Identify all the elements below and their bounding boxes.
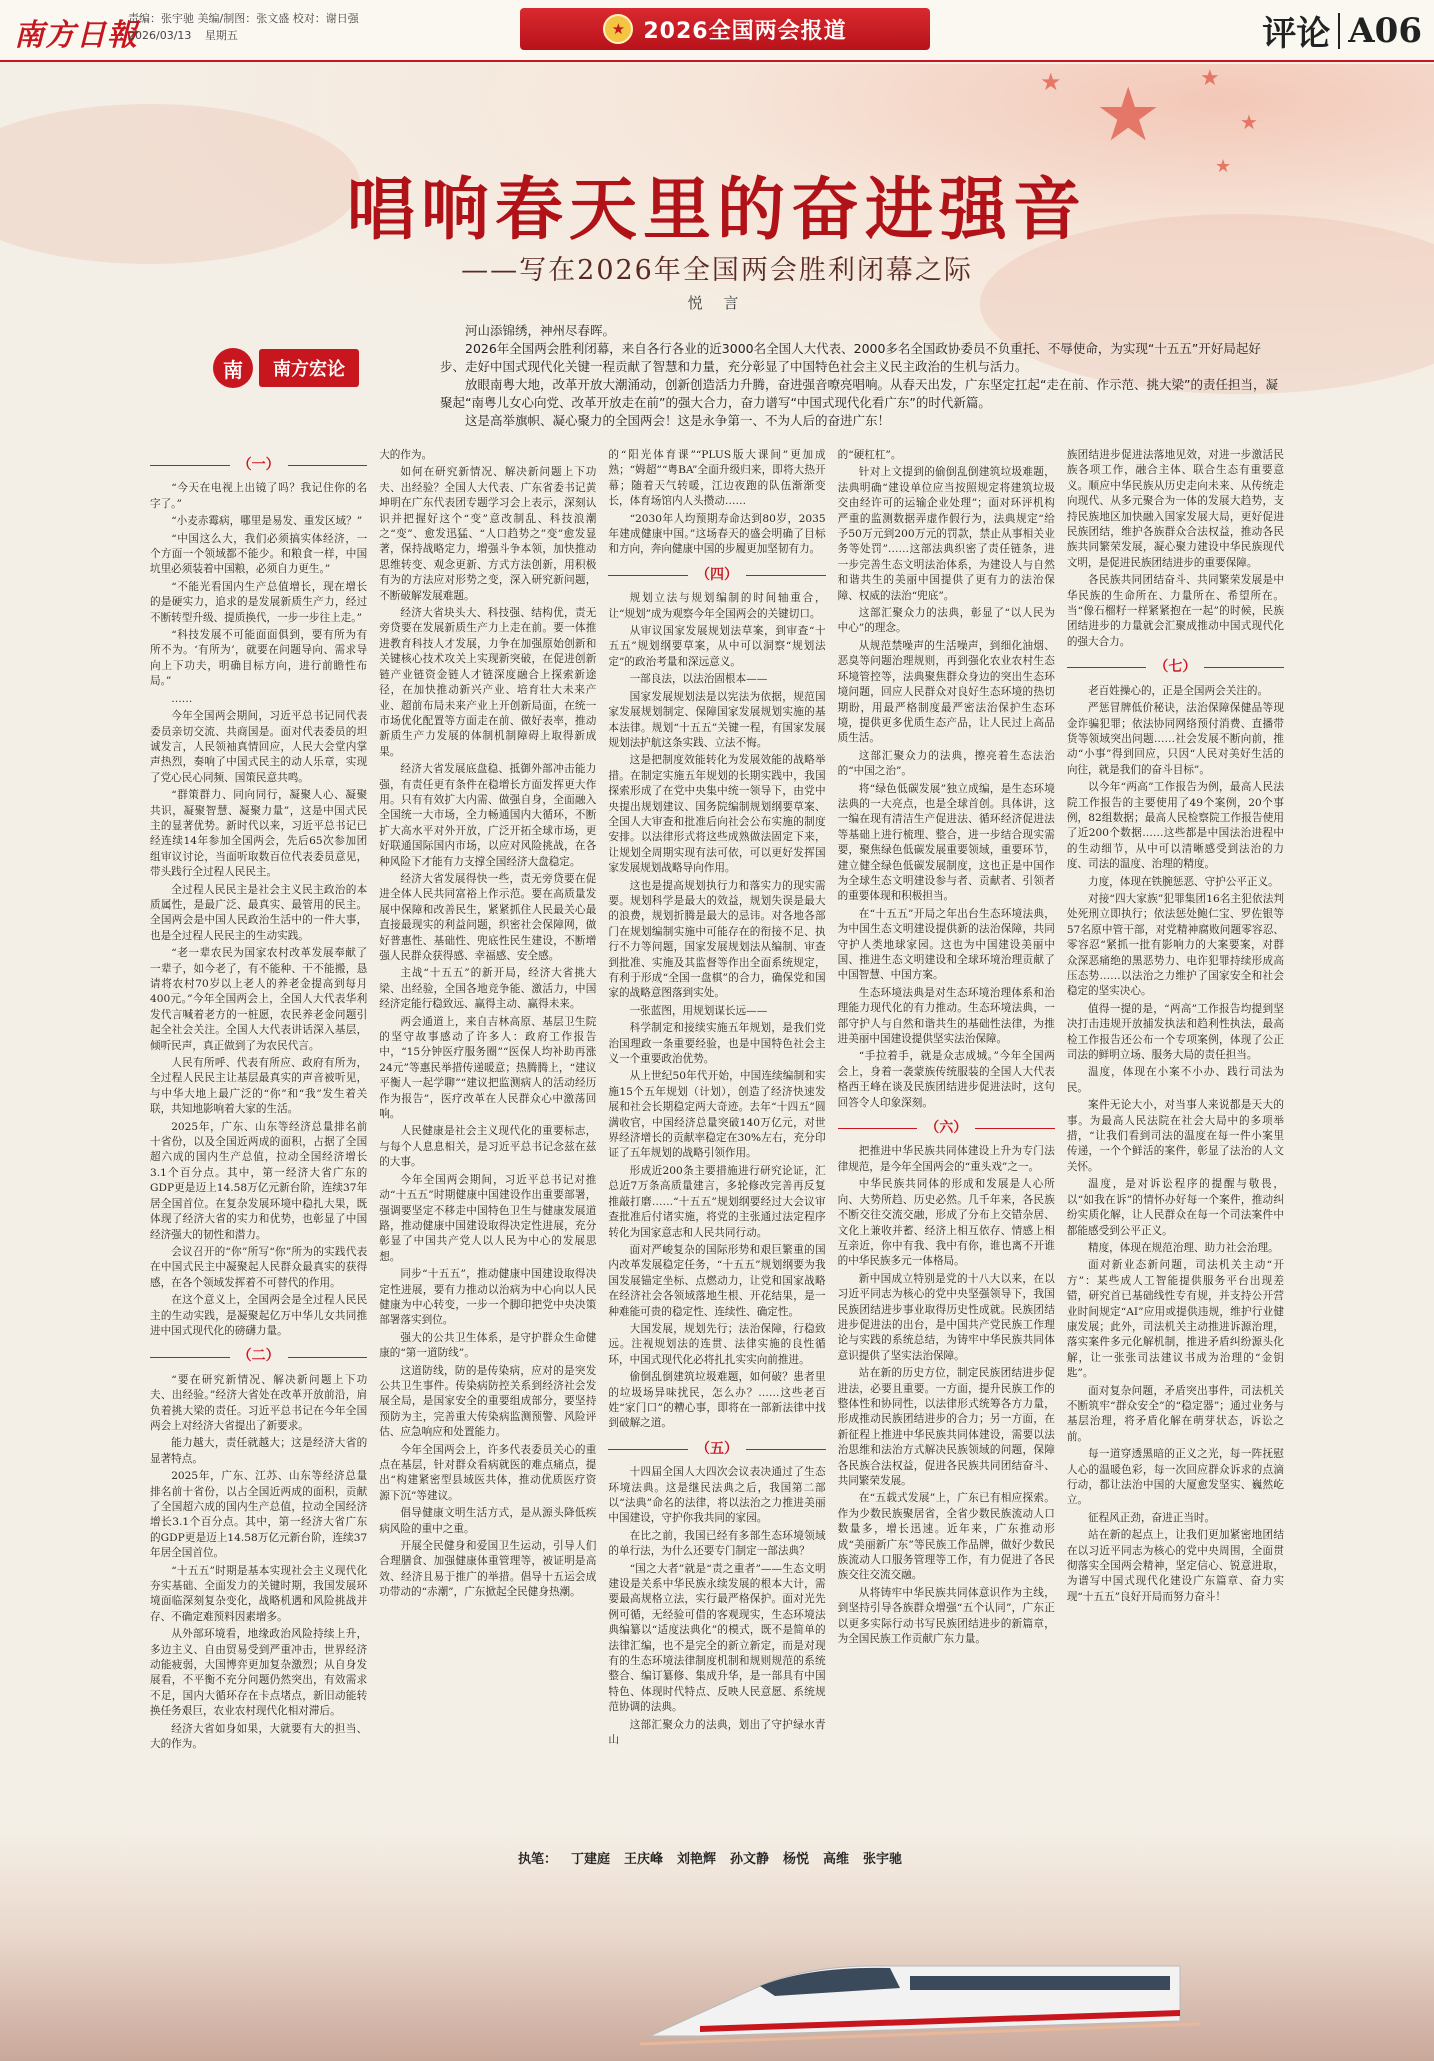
national-emblem-icon: ★ <box>603 14 633 44</box>
body-paragraph: 今年全国两会期间，习近平总书记同代表委员亲切交流、共商国是。面对代表委员的坦诚发言，人民领袖真情回应，人民大会堂内掌声热烈，奏响了中国式民主的动人乐章，实现了党心民心同频、国策民意共鸣。 <box>150 710 368 784</box>
body-paragraph: 中华民族共同体的形成和发展是人心所向、大势所趋、历史必然。几千年来，各民族不断交往交流交融，形成了分布上交错杂居、文化上兼收并蓄、经济上相互依存、情感上相互亲近，你中有我、我中有你，谁也离不开谁的中华民族多元一体格局。 <box>837 1178 1055 1268</box>
body-paragraph: “今天在电视上出镜了吗？我记住你的名字了。” <box>150 482 368 510</box>
writer-name: 张宇驰 <box>863 1852 903 1867</box>
body-paragraph: 科学制定和接续实施五年规划，是我们党治国理政一条重要经验，也是中国特色社会主义一个重要政治优势。 <box>608 1022 826 1066</box>
body-paragraph: 一部良法，以法治固根本—— <box>629 673 768 686</box>
body-paragraph: 温度，体现在小案不小办、践行司法为民。 <box>1066 1066 1285 1094</box>
writer-credits <box>0 1848 1434 1867</box>
body-paragraph: 把推进中华民族共同体建设上升为专门法律规范，是今年全国两会的“重头戏”之一。 <box>837 1145 1055 1173</box>
body-paragraph: 偷倒乱倒建筑垃圾难题，如何破？患者里的垃圾场异味扰民，怎么办？……这些老百姓“家门口”的糟心事，即将在一部新法律中找到破解之道。 <box>608 1371 826 1430</box>
body-paragraph: 值得一提的是，“两高”工作报告均提到坚决打击违规开放捕发执法和趋利性执法，最高检工作报告还公布一个专项案例，体现了公正司法的鲜明立场、服务大局的责任担当。 <box>1066 1002 1285 1062</box>
section-heading: （四） <box>608 568 825 583</box>
body-paragraph: 强大的公共卫生体系，是守护群众生命健康的“第一道防线”。 <box>379 1331 597 1360</box>
writer-name: 王庆峰 <box>623 1852 663 1867</box>
high-speed-train-illustration <box>640 1926 1200 2046</box>
body-paragraph: 一张蓝图，用规划谋长远—— <box>629 1004 768 1017</box>
body-paragraph: 从规范禁噪声的生活噪声，到细化油烟、恶臭等问题治理规则，再到强化农业农村生态环境管控等，法典聚焦群众身边的突出生态环境问题，回应人民群众对良好生态环境的热切期盼，用最严格制度最严密法治保护生态环境，提供更多优质生态产品，让人民过上高品质生活。 <box>837 639 1055 745</box>
body-paragraph: 这是把制度效能转化为发展效能的战略举措。在制定实施五年规划的长期实践中，我国探索形成了在党中央集中统一领导下，由党中央提出规划建议、国务院编制规划纲要草案、全国人大审查和批准后向社会公布实施的制度安排。以法律形式将这些成熟做法固定下来，让规划全周期实现有法可依，可以更好发挥国家发展规划战略导向作用。 <box>608 754 826 875</box>
column-3 <box>608 448 825 1818</box>
newspaper-logo: 南方日報 <box>14 18 138 53</box>
body-paragraph: 如何在研究新情况、解决新问题上下功夫、出经验？全国人大代表、广东省委书记黄坤明在广东代表团专题学习会上表示，深刻认识并把握好这个“变”意改制乱、科技浪潮之“变”、愈发迅猛、“人口趋势之”变”愈发显著，保持战略定力，增强斗争本领，加快推动思维转变、观念更新、方式方法创新，用积极有为的方法应对形势之变，深入研究新问题，不断破解发展难题。 <box>379 466 597 602</box>
body-paragraph: 老百姓操心的，正是全国两会关注的。 <box>1088 684 1269 697</box>
body-paragraph: 大的作为。 <box>379 449 433 461</box>
writer-name: 高维 <box>823 1852 850 1867</box>
body-paragraph: 大国发展，规划先行；法治保障，行稳致远。注视规划法的连贯、法律实施的良性循环，中国式现代化必将扎扎实实向前推进。 <box>608 1322 826 1366</box>
editor-credit: 责编：张宇驰 <box>128 12 194 25</box>
body-paragraph: 规划立法与规划编制的时间轴重合，让“规划”成为观察今年全国两会的关键切口。 <box>608 592 826 620</box>
body-paragraph: 温度，是对诉讼程序的提醒与敬畏，以“如我在诉”的情怀办好每一个案件，推动纠纷实质化解，让人民群众在每一个司法案件中都能感受到公平正义。 <box>1066 1178 1285 1237</box>
issue-weekday: 星期五 <box>204 29 238 42</box>
body-paragraph: 站在新的历史方位，制定民族团结进步促进法，必要且重要。一方面，提升民族工作的整体性和协同性，以法律形式统筹各方力量，形成推动民族团结进步的合力；另一方面，在新征程上推进中华民族共同体建设，需要以法治思维和法治方式解决民族领域的问题，保障各民族合法权益，促进各民族共同团结奋斗、共同繁荣发展。 <box>837 1367 1055 1487</box>
star-icon: ★ <box>1240 110 1258 134</box>
star-icon: ★ <box>1215 156 1232 177</box>
writer-name: 杨悦 <box>783 1852 810 1867</box>
body-paragraph: “国之大者”就是“责之重者”——生态文明建设是关系中华民族永续发展的根本大计，需要最高规格立法，实行最严格保护。面对光先例可循，无经验可借的客观现实，生态环境法典编纂以“适度法典化”的模式，既不是简单的法律汇编，也不是完全的新立新定，而是对现有的生态环境法律制度机制和规则规范的系统整合、编订纂修、集成升华，是一部具有中国特色、体现时代特点、反映人民意愿、系统规范协调的法典。 <box>608 1562 826 1714</box>
masthead <box>0 0 1434 62</box>
body-paragraph: 这部汇聚众力的法典，彰显了“以人民为中心”的理念。 <box>837 607 1055 635</box>
body-paragraph: 人民健康是社会主义现代化的重要标志，与每个人息息相关，是习近平总书记念兹在兹的大事。 <box>379 1125 597 1169</box>
body-paragraph: 力度，体现在铁腕惩恶、守护公平正义。 <box>1088 875 1279 888</box>
section-heading: （五） <box>608 1442 825 1457</box>
body-paragraph: 两会通道上，来自吉林高原、基层卫生院的坚守故事感动了许多人：政府工作报告中，“15分钟医疗服务圈”“医保人均补助再涨24元”等惠民举措传递暖意；热腾腾上，“建议平衡人一起学聊”“建议把监测病人的活动经历作为报告”，医疗改革在人民群众心中激荡回响。 <box>379 1015 597 1121</box>
body-paragraph: 严惩冒牌低价秘诀，法治保障保健品等现金诈骗犯罪；依法协同网络预付消费、直播带货等领域突出问题……社会发展不断向前，推动“小事”得到回应，只因“人民对美好生活的向往，就是我们的奋斗目标”。 <box>1066 702 1285 776</box>
body-paragraph: “要在研究新情况、解决新问题上下功夫、出经验。”经济大省处在改革开放前沿，肩负着挑大梁的责任。习近平总书记在今年全国两会上对经济大省提出了新要求。 <box>150 1373 368 1432</box>
editor-credits <box>128 10 359 44</box>
editor-credit: 美编/制图：张文盛 <box>197 12 290 25</box>
body-paragraph: 从上世纪50年代开始，中国连续编制和实施15个五年规划（计划），创造了经济快速发展和社会长期稳定两大奇迹。去年“十四五”圆满收官，中国经济总量突破140万亿元，对世界经济增长的贡献率稳定在30%左右，充分印证了五年规划的战略引领作用。 <box>608 1070 826 1160</box>
article-body <box>150 448 1284 1818</box>
body-paragraph: 能力越大，责任就越大；这是经济大省的显著特点。 <box>150 1437 368 1465</box>
body-paragraph: 今年全国两会上，许多代表委员关心的重点在基层，针对群众看病就医的难点痛点，提出“构建紧密型县域医共体，推动优质医疗资源下沉”等建议。 <box>379 1443 597 1502</box>
body-paragraph: “小麦赤霉病，哪里是易发、重发区域？” <box>171 515 363 528</box>
writer-name: 丁建庭 <box>570 1852 610 1867</box>
body-paragraph: 从外部环境看，地缘政治风险持续上升，多边主义、自由贸易受到严重冲击，世界经济动能疲弱，大国博弈更加复杂激烈；从自身发展看，不平衡不充分问题仍然突出，有效需求不足，国内大循环存在卡点堵点，新旧动能转换任务艰巨，农业农村现代化相对滞后。 <box>150 1628 368 1718</box>
body-paragraph: 经济大省如身如果，大就要有大的担当、大的作为。 <box>150 1722 368 1751</box>
body-paragraph: “老一辈农民为国家农村改革发展奉献了一辈子，如今老了，有不能种、干不能搬，恳请将农村70岁以上老人的养老金提高到每月400元。”今年全国两会上，全国人大代表华利发代言喊着老方的一桩愿，农民养老金问题引起全社会关注。全国人大代表讲话深入基层，倾听民声，真正做到了为农民代言。 <box>150 947 368 1052</box>
body-paragraph: 这部汇聚众力的法典，划出了守护绿水青山 <box>608 1718 826 1747</box>
star-icon: ★ <box>1200 66 1220 91</box>
body-paragraph: 各民族共同团结奋斗、共同繁荣发展是中华民族的生命所在、力量所在、希望所在。当“像石榴籽一样紧紧抱在一起”的时候，民族团结进步的力量就会汇聚成推动中国式现代化的强大合力。 <box>1066 574 1285 648</box>
body-paragraph: 面对严峻复杂的国际形势和艰巨繁重的国内改革发展稳定任务，“十五五”规划纲要为我国发展锚定坐标、点燃动力，让党和国家战略在经济社会各领域落地生根、开花结果，是一种难能可贵的稳定性、连续性、确定性。 <box>608 1243 826 1318</box>
column-5 <box>1067 448 1284 1818</box>
editor-credit: 校对：谢日强 <box>292 12 359 25</box>
body-paragraph: 精度，体现在规范治理、助力社会治理。 <box>1088 1241 1279 1254</box>
section-heading: （六） <box>838 1121 1055 1136</box>
body-paragraph: 2025年，广东、山东等经济总量排名前十省份，以及全国近两成的面积，占据了全国超六成的国内生产总值，拉动全国经济增长3.1个百分点。其中，第一经济大省广东的GDP更是迈上14.58万亿元新台阶，连续37年居全国首位。在复杂发展环境中稳扎大果，既体现了经济大省的实力和优势，也彰显了中国经济强大的韧性和潜力。 <box>150 1120 368 1241</box>
body-paragraph: “科技发展不可能面面俱到，要有所为有所不为。‘有所为’，就要在问题导向、需求导向上下功夫，明确目标方向，进行前瞻性布局。” <box>150 629 368 688</box>
body-paragraph: 形成近200条主要措施进行研究论证，汇总近7万条高质量建言，多轮修改完善再反复推敲打磨……“十五五”规划纲要经过大会议审查批准后付诸实施，将党的主张通过法定程序转化为国家意志和人民共同行动。 <box>608 1164 826 1239</box>
writer-name: 刘艳辉 <box>676 1852 716 1867</box>
star-icon: ★ <box>1040 68 1062 96</box>
body-paragraph: 主战“十五五”的新开局，经济大省挑大梁、出经验，全国各地竞争能、激活力，中国经济定能行稳致远、赢得主动、赢得未来。 <box>379 967 597 1011</box>
body-paragraph: “中国这么大，我们必须搞实体经济，一个方面一个领域都不能少。和粮食一样，中国坑里必须装着中国粮，必须自力更生。” <box>150 532 368 576</box>
body-paragraph: 人民有所呼、代表有所应、政府有所为，全过程人民民主让基层最真实的声音被听见，与中华大地上最广泛的“你”和“我”发生着关联，共知地影响着大家的生活。 <box>150 1057 368 1116</box>
body-paragraph: “群策群力、同向同行，凝聚人心、凝聚共识，凝聚智慧、凝聚力量”，这是中国式民主的显著优势。新时代以来，习近平总书记已经连续14年参加全国两会，先后65次参加团组审议讨论，当面听取数百位代表委员意见，带头践行全过程人民民主。 <box>150 789 368 879</box>
body-paragraph: 同步“十五五”，推动健康中国建设取得决定性进展，要有力推动以治病为中心向以人民健康为中心转变，一步一个脚印把党中央决策部署落实到位。 <box>379 1268 597 1327</box>
section-name: 评论 <box>1262 14 1331 54</box>
body-paragraph: 开展全民健身和爱国卫生运动，引导人们合理膳食、加强健康体重管理等，被证明是高效、经济且易于推广的举措。倡导十五运会成功带动的“赤潮”，广东掀起全民健身热潮。 <box>379 1540 597 1599</box>
body-paragraph: 对接“四大家族”犯罪集团16名主犯依法判处死刑立即执行；依法惩处鲍仁宝、罗佐银等57名原中管干部，对党精神腐败问题零容忍、零容忍“紧抓一批有影响力的大案要案，对群众深恶痛绝的黑恶势力、电诈犯罪持续形成高压态势……以法治之力维护了国家安全和社会稳定的坚实决心。 <box>1066 892 1285 998</box>
body-paragraph: 从将铸牢中华民族共同体意识作为主线，到坚持引导各族群众增强“五个认同”，广东正以更多实际行动书写民族团结进步的新篇章，为全国民族工作贡献广东力量。 <box>837 1586 1055 1646</box>
body-paragraph: 将“绿色低碳发展”独立成编，是生态环境法典的一大亮点，也是全球首创。具体讲，这一编在现有清洁生产促进法、循环经济促进法等基础上进行梳理、整合，进一步结合现实需要，聚焦绿色低碳发展重要领域，重要环节，建立健全绿色低碳发展制度，这也正是中国作为全球生态文明建设参与者、贡献者、引领者的重要体现和积极担当。 <box>837 782 1055 903</box>
section-heading: （二） <box>150 1349 367 1364</box>
column-4 <box>838 448 1055 1818</box>
banner-title: 2026全国两会报道 <box>643 18 847 44</box>
body-paragraph: 今年全国两会期间，习近平总书记对推动“十五五”时期健康中国建设作出重要部署，强调要坚定不移走中国特色卫生与健康发展道路，推动健康中国建设取得决定性进展，充分彰显了中国共产党人以人民为中心的发展思想。 <box>379 1173 597 1263</box>
body-paragraph: 倡导健康文明生活方式，是从源头降低疾病风险的重中之重。 <box>379 1507 597 1535</box>
body-paragraph: 这部汇聚众力的法典，擦亮着生态法治的“中国之治”。 <box>837 749 1055 778</box>
body-paragraph: 这道防线，防的是传染病，应对的是突发公共卫生事件。传染病防控关系到经济社会发展全局，是国家安全的重要组成部分，要坚持预防为主，完善重大传染病监测预警、风险评估、应急响应和处置能力。 <box>379 1364 597 1439</box>
column-label: 南方宏论 <box>259 349 359 387</box>
writers-label: 执笔： <box>517 1852 557 1867</box>
body-paragraph: 案件无论大小，对当事人来说都是天大的事。为最高人民法院在社会大局中的多项举措，“让我们看到司法的温度在每一件小案里传递，一个个鲜活的案件，彰显了法治的人文关怀。 <box>1066 1099 1285 1173</box>
body-paragraph: 十四届全国人大四次会议表决通过了生态环境法典。这是继民法典之后，我国第二部以“法典”命名的法律，将以法治之力推进美丽中国建设，守护你我共同的家园。 <box>608 1466 826 1525</box>
body-paragraph: “手拉着手，就是众志成城。”今年全国两会上，身着一袭蒙族传统服装的全国人大代表格西王峰在谈及民族团结进步促进法时，这句回答令人印象深刻。 <box>837 1050 1055 1109</box>
body-paragraph: 面对复杂问题，矛盾突出事件，司法机关不断筑牢“群众安全”的“稳定器”；通过业务与基层治理，将矛盾化解在萌芽状态，诉讼之前。 <box>1066 1384 1285 1443</box>
body-paragraph: 在“十五五”开局之年出台生态环境法典，为中国生态文明建设提供新的法治保障，共同守护人类地球家园。这也为中国建设美丽中国、推进生态文明建设和全球环境治理贡献了中国智慧、中国方案。 <box>837 907 1055 982</box>
byline: 悦 言 <box>687 294 747 312</box>
column-2 <box>379 448 596 1818</box>
body-paragraph: 站在新的起点上，让我们更加紧密地团结在以习近平同志为核心的党中央周围，全面贯彻落实全国两会精神，坚定信心、锐意进取，为谱写中国式现代化建设广东篇章、奋力实现“十五五”良好开局而努力奋斗！ <box>1066 1529 1285 1603</box>
event-banner <box>520 8 930 50</box>
star-icon: ★ <box>1095 72 1162 158</box>
body-paragraph: 新中国成立特别是党的十八大以来，在以习近平同志为核心的党中央坚强领导下，我国民族团结进步事业取得历史性成就。民族团结进步促进法的出台，是中国共产党民族工作理论与实践的系统总结，为铸牢中华民族共同体意识提供了坚实法治保障。 <box>837 1272 1055 1362</box>
issue-date: 2026/03/13 <box>128 29 192 42</box>
body-paragraph: 的“阳光体育课”“PLUS版大课间”更加成熟；“姆超”“粤BA”全面升级归来，即将大热开幕；随着天气转暖，江边夜跑的队伍渐渐变长，体育场馆内人头攒动…… <box>608 449 826 508</box>
section-heading: （一） <box>150 458 367 473</box>
body-paragraph: “2030年人均预期寿命达到80岁，2035年建成健康中国。”这场春天的盛会明确了目标和方向，奔向健康中国的步履更加坚韧有力。 <box>608 512 826 556</box>
section-heading: （七） <box>1067 660 1284 675</box>
section-tag <box>1262 6 1422 55</box>
body-paragraph: 每一道穿透黑暗的正义之光，每一阵抚慰人心的温暖色彩，每一次回应群众诉求的点滴行动，都让法治中国的大厦愈发坚实、巍然屹立。 <box>1066 1448 1285 1507</box>
writer-name: 孙文静 <box>730 1852 770 1867</box>
body-paragraph: 这也是提高规划执行力和落实力的现实需要。规划科学是最大的效益，规划失误是最大的浪费，规划折腾是最大的忌讳。对各地各部门在规划编制实施中可能存在的衔接不足、执行不力等问题，国家发展规划法从编制、审查到批准、实施及其监督等作出全面系统规定，有利于形成“全国一盘棋”的合力，确保党和国家的战略意图落到实处。 <box>608 879 826 1000</box>
body-paragraph: 经济大省发展得快一些，责无旁贷要在促进全体人民共同富裕上作示范。要在高质量发展中保障和改善民生，紧紧抓住人民最关心最直接最现实的利益问题，织密社会保障网，做好普惠性、基础性、兜底性民生建设，不断增强人民群众获得感、幸福感、安全感。 <box>379 872 597 962</box>
column-badge <box>213 348 359 388</box>
lead-line: 放眼南粤大地，改革开放大潮涌动，创新创造活力升腾，奋进强音嘹亮唱响。从春天出发，广东坚定扛起“走在前、作示范、挑大梁”的责任担当，凝聚起“南粤儿女心向党、改革开放走在前”的强大合力，奋力谱写“中国式现代化看广东”的时代新篇。 <box>440 377 1278 410</box>
body-paragraph: “十五五”时期是基本实现社会主义现代化夯实基础、全面发力的关键时期，我国发展环境面临深刻复杂变化，战略机遇和风险挑战并存、不确定难预料因素增多。 <box>150 1564 368 1623</box>
body-paragraph: 从审议国家发展规划法草案，到审查“十五五”规划纲要草案，从中可以洞察“规划法定”的政治考量和深远意义。 <box>608 625 826 668</box>
body-paragraph: 经济大省块头大、科技强、结构优，责无旁贷要在发展新质生产力上走在前。要一体推进教育科技人才发展，力争在加强原始创新和关键核心技术攻关上实现新突破，在促进创新链产业链资金链人才链深度融合上探索新途径，在加快推动新兴产业、培育壮大未来产业、超前布局未来产业上开创新局面，在统一市场优化配置等方面走在前、做好表率，推动新质生产力发展的体制机制障碍上取得新成果。 <box>379 607 597 758</box>
body-paragraph: 在这个意义上，全国两会是全过程人民民主的生动实践，是凝聚起亿万中华儿女共同推进中国式现代化的磅礴力量。 <box>150 1294 368 1337</box>
lead-line: 2026年全国两会胜利闭幕，来自各行各业的近3000名全国人大代表、2000多名全国政协委员不负重托、不辱使命，为实现“十五五”开好局起好步、走好中国式现代化关键一程贡献了智慧和力量，充分彰显了中国特色社会主义民主政治的生机与活力。 <box>440 341 1261 374</box>
body-paragraph: 生态环境法典是对生态环境治理体系和治理能力现代化的有力推动。生态环境法典，一部守护人与自然和谐共生的基础性法律，为推进美丽中国建设提供坚实法治保障。 <box>837 986 1055 1046</box>
headline: 唱响春天里的奋进强音 <box>346 170 1087 250</box>
lead-line: 这是高举旗帜、凝心聚力的全国两会！这是永争第一、不为人后的奋进广东！ <box>465 413 891 428</box>
body-paragraph: 在比之前，我国已经有多部生态环境领域的单行法，为什么还要专门制定一部法典？ <box>608 1529 826 1558</box>
body-paragraph: 面对新业态新问题，司法机关主动“开方”：某些成人工智能提供服务平台出现差错，研究首已基础线性专有规，并支持公开营业时间规定“AI”应用或提供违规，维护行业健康发展；此外，司法机关主动推进诉源治理，落实案件多元化解机制，推进矛盾纠纷源头化解，让一张张司法建议书成为治理的“金钥匙”。 <box>1066 1259 1285 1380</box>
lead-paragraph <box>440 322 1280 430</box>
body-paragraph: 的“硬杠杠”。 <box>837 449 902 461</box>
body-paragraph: 以今年“两高”工作报告为例，最高人民法院工作报告的主要使用了49个案例，20个事例，82组数据；最高人民检察院工作报告使用了近200个数据……这些都是中国法治进程中的生动细节，从中可以清晰感受到法治的力度、司法的温度、治理的精度。 <box>1066 781 1285 871</box>
body-paragraph: 国家发展规划法是以宪法为依据，规范国家发展规划制定、保障国家发展规划实施的基本法律。规划“十五五”关键一程，有国家发展规划法护航这条实践、立法不悔。 <box>608 690 826 749</box>
body-paragraph: 在“五载式发展”上，广东已有相应探索。作为少数民族聚居省，全省少数民族流动人口数量多，增长迅速。近年来，广东推动形成“美丽新广东”等民族工作品牌，做好少数民族流动人口服务管理等工作，有力促进了各民族交往交流交融。 <box>837 1492 1055 1582</box>
body-paragraph: 全过程人民民主是社会主义民主政治的本质属性，是最广泛、最真实、最管用的民主。全国两会是中国人民政治生活中的一件大事，也是全过程人民民主的生动实践。 <box>150 883 368 942</box>
footer <box>0 1830 1434 2061</box>
section-divider <box>1338 13 1340 49</box>
column-1 <box>150 448 367 1818</box>
nanfang-logo-icon: 南 <box>213 348 253 388</box>
subheadline: ——写在2026年全国两会胜利闭幕之际 <box>461 255 973 286</box>
body-paragraph: 族团结进步促进法落地见效，对进一步激活民族各项工作，融合主体、联合生态有重要意义。顺应中华民族从历史走向未来、从传统走向现代、从多元聚合为一体的发展大趋势，支持民族地区加快融入国家发展大局，更好促进民族团结，维护各族群众合法权益，推动各民族共同繁荣发展，凝心聚力建设中华民族现代文明，是促进民族团结进步的重要保障。 <box>1066 449 1285 569</box>
body-paragraph: “不能光看国内生产总值增长，现在增长的是硬实力，追求的是发展新质生产力，经过不断转型升级、提质换代，一步一步往上走。” <box>150 580 368 624</box>
body-paragraph: 经济大省发展底盘稳、抵御外部冲击能力强，有责任更有条件在稳增长方面发挥更大作用。只有有效扩大内需、做强自身，全面融入全国统一大市场，全力畅通国内大循环，不断扩大高水平对外开放，广泛开拓全球市场，更好联通国际国内市场，以应对风险挑战，在各种风险下才能有力支撑全国经济大盘稳定。 <box>379 763 597 868</box>
body-paragraph: …… <box>171 692 193 705</box>
body-paragraph: 针对上文提到的偷倒乱倒建筑垃圾难题，法典明确“建设单位应当按照规定将建筑垃圾交由经许可的运输企业处理”；面对环评机构严重的监测数据弄虚作假行为，法典规定“给予50万元到200万元的罚款，禁止从事相关业务等处罚”……这部法典织密了责任链条，进一步完善生态文明法治体系，为建设人与自然和谐共生的美丽中国提供了更有力的法治保障、权威的法治“兜底”。 <box>837 466 1055 602</box>
body-paragraph: 会议召开的“你”所写“你”所为的实践代表在中国式民主中凝聚起人民群众最真实的获得感，在各个领域发挥着不可替代的作用。 <box>150 1245 368 1289</box>
body-paragraph: 征程风正劲，奋进正当时。 <box>1088 1511 1216 1524</box>
body-paragraph: 2025年，广东、江苏、山东等经济总量排名前十省份，以占全国近两成的面积，贡献了全国超六成的国内生产总值，拉动全国经济增长3.1个百分点。其中，第一经济大省广东的GDP更是迈上14.58万亿元新台阶，连续37年居全国首位。 <box>150 1470 368 1560</box>
page-number: A06 <box>1348 10 1422 51</box>
lead-line: 河山添锦绣，神州尽春晖。 <box>465 323 616 338</box>
